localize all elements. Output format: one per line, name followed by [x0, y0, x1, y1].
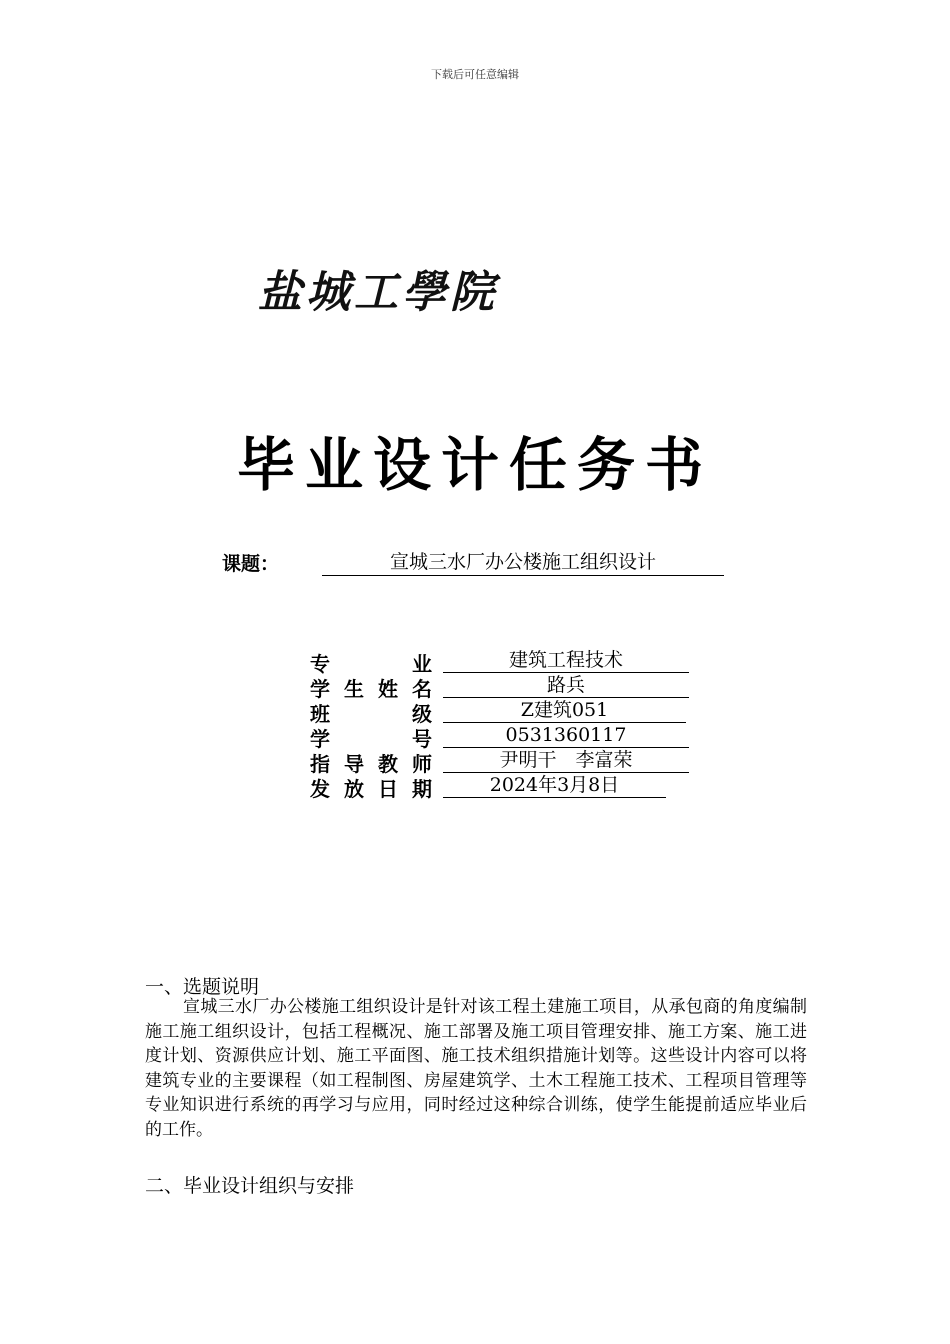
- info-label: 学号: [310, 727, 432, 751]
- info-value: 路兵: [443, 673, 689, 698]
- info-label: 指导教师: [310, 752, 432, 776]
- info-label: 学生姓名: [310, 677, 432, 701]
- info-value: 2024年3月8日: [443, 773, 666, 798]
- info-label: 班级: [310, 702, 432, 726]
- info-label: 发放日期: [310, 777, 432, 801]
- section-1-title: 一、选题说明: [145, 976, 260, 998]
- svg-text:盐城工學院: 盐城工學院: [258, 267, 498, 318]
- document-title: 毕业设计任务书: [236, 431, 713, 499]
- info-value: 0531360117: [443, 723, 689, 748]
- info-label: 专业: [310, 652, 432, 676]
- section-1-body: 宣城三水厂办公楼施工组织设计是针对该工程土建施工项目，从承包商的角度编制施工施工组织设计，包括工程概况、施工部署及施工项目管理安排、施工方案、施工进度计划、资源供应计划、施工平面图、施工技术组织措施计划等。这些设计内容可以将建筑专业的主要课程（如工程制图、房屋建筑学、土木工程施工技术、工程项目管理等专业知识进行系统的再学习与应用，同时经过这种综合训练，使学生能提前适应毕业后的工作。: [145, 997, 807, 1140]
- header-note: 下载后可任意编辑: [431, 68, 519, 81]
- topic-label: 课题：: [222, 553, 280, 575]
- school-logo: [258, 262, 508, 320]
- info-value: 建筑工程技术: [443, 648, 689, 673]
- section-2-title: 二、毕业设计组织与安排: [145, 1175, 355, 1197]
- info-value: Z建筑051: [443, 698, 686, 723]
- topic-value: 宣城三水厂办公楼施工组织设计: [322, 547, 724, 576]
- info-value: 尹明干 李富荣: [443, 748, 689, 773]
